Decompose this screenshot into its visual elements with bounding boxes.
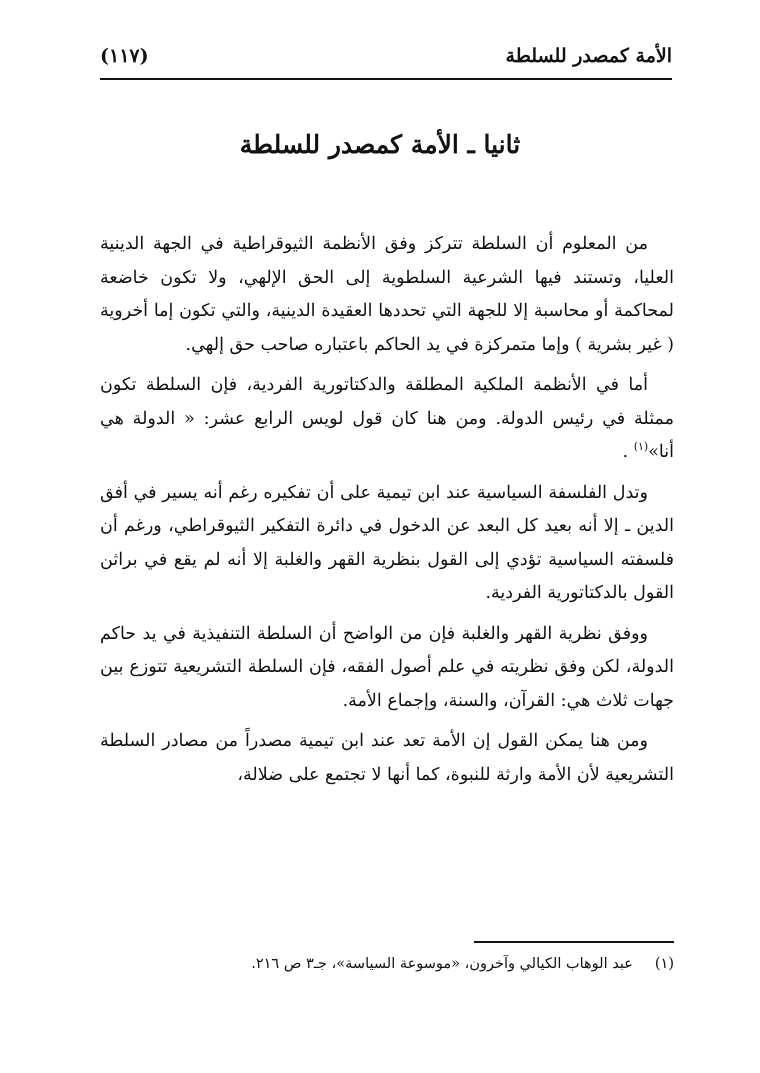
section-title: ثانيا ـ الأمة كمصدر للسلطة — [239, 130, 521, 159]
page-number: (١١٧) — [100, 45, 149, 67]
paragraph-2 — [100, 369, 674, 470]
paragraph-4: ووفق نظرية القهر والغلبة فإن من الواضح أن السلطة التنفيذية في يد حاكم الدولة، لكن وفق نظريته في علم أصول الفقه، فإن السلطة التشريعية تتوزع بين جهات ثلاث هي: القرآن، والسنة، وإجماع الأمة. — [100, 623, 674, 711]
paragraph-5: ومن هنا يمكن القول إن الأمة تعد عند ابن تيمية مصدراً من مصادر السلطة التشريعية لأن الأمة وارثة للنبوة، كما أنها لا تجتمع على ضلالة، — [100, 731, 674, 785]
page-header — [100, 36, 672, 76]
footnote-rule — [474, 941, 674, 943]
footnote-text: عبد الوهاب الكيالي وآخرون، «موسوعة السياسة»، جـ٣ ص ٢١٦. — [251, 956, 633, 972]
paragraph-2-end: . — [622, 442, 629, 462]
footnote-number: (١) — [654, 956, 674, 972]
paragraph-1: من المعلوم أن السلطة تتركز وفق الأنظمة الثيوقراطية في الجهة الدينية العليا، وتستند فيها الشرعية السلطوية إلى الحق الإلهي، ولا تكون خاضعة لمحاكمة أو محاسبة إلا للجهة التي تحددها العقيدة الدينية، والتي تكون إما أخروية ( غير بشرية ) وإما متمركزة في يد الحاكم باعتباره صاحب حق إلهي. — [100, 234, 674, 355]
footnote — [100, 952, 674, 976]
body-text — [100, 228, 674, 799]
footnote-reference: (١) — [633, 440, 649, 454]
paragraph-3: وتدل الفلسفة السياسية عند ابن تيمية على أن تفكيره رغم أنه يسير في أفق الدين ـ إلا أنه بعيد كل البعد عن الدخول في دائرة التفكير الثيوقراطي، ورغم أن فلسفته السياسية تؤدي إلى القول بنظرية القهر والغلبة إلا أنه لم يقع في براثن القول بالدكتاتورية الفردية. — [100, 482, 674, 603]
paragraph-2-text: أما في الأنظمة الملكية المطلقة والدكتاتورية الفردية، فإن السلطة تكون ممثلة في رئيس الدولة. ومن هنا كان قول لويس الرابع عشر: « الدولة هي أنا» — [100, 375, 674, 462]
header-rule — [100, 78, 672, 80]
running-title: الأمة كمصدر للسلطة — [505, 45, 672, 67]
